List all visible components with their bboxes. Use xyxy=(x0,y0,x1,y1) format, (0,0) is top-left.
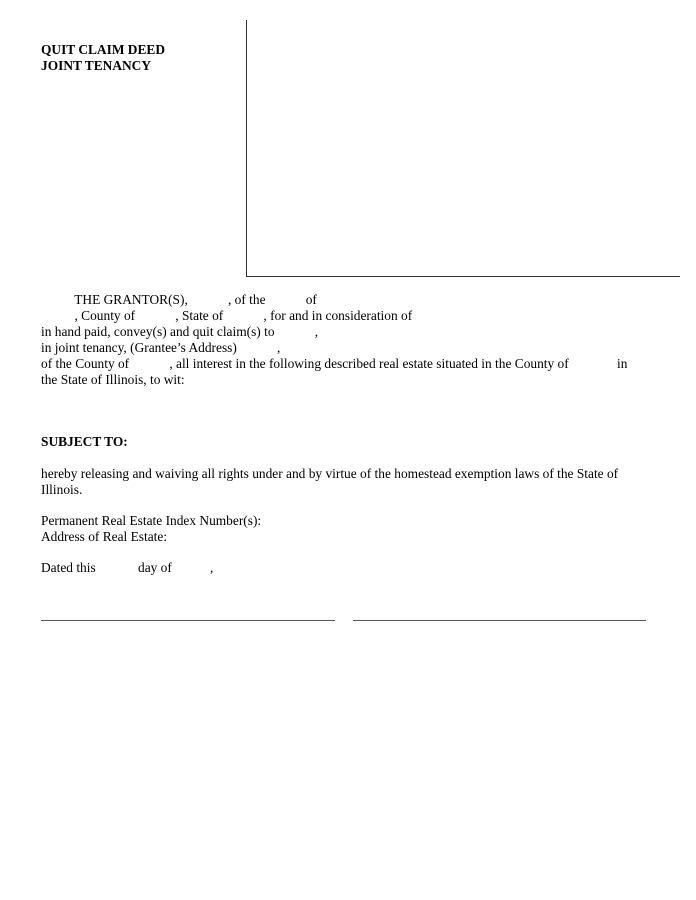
title-joint-tenancy: JOINT TENANCY xyxy=(41,58,152,73)
dated-day-of: day of xyxy=(138,560,172,575)
pin-label: Permanent Real Estate Index Number(s): xyxy=(41,513,262,528)
grantor-line-1: THE GRANTOR(S), , of the of xyxy=(41,292,317,307)
address-label: Address of Real Estate: xyxy=(41,529,168,544)
title-quit-claim-deed: QUIT CLAIM DEED xyxy=(41,42,166,57)
grantor-line-5: of the County of , all interest in the following described real estate situated in the County of xyxy=(41,356,569,371)
grantor-line-4: in joint tenancy, (Grantee’s Address) , xyxy=(41,340,281,355)
grantor-line-2: , County of , State of , for and in consideration of xyxy=(41,308,413,323)
subject-to-heading: SUBJECT TO: xyxy=(41,434,128,449)
dated-prefix: Dated this xyxy=(41,560,96,575)
document-title xyxy=(41,42,165,74)
homestead-line-2: Illinois. xyxy=(41,482,83,497)
grantor-line-3: in hand paid, convey(s) and quit claim(s) to , xyxy=(41,324,319,339)
signature-line-left xyxy=(41,620,335,621)
recording-box-left-border xyxy=(246,20,247,277)
recording-box-bottom-border xyxy=(246,276,680,277)
grantor-line-5-in: in xyxy=(617,356,628,371)
dated-comma: , xyxy=(210,560,214,575)
signature-line-right xyxy=(353,620,646,621)
grantor-line-6: the State of Illinois, to wit: xyxy=(41,372,185,387)
homestead-line-1: hereby releasing and waiving all rights under and by virtue of the homestead exemption laws of the State of xyxy=(41,466,619,481)
